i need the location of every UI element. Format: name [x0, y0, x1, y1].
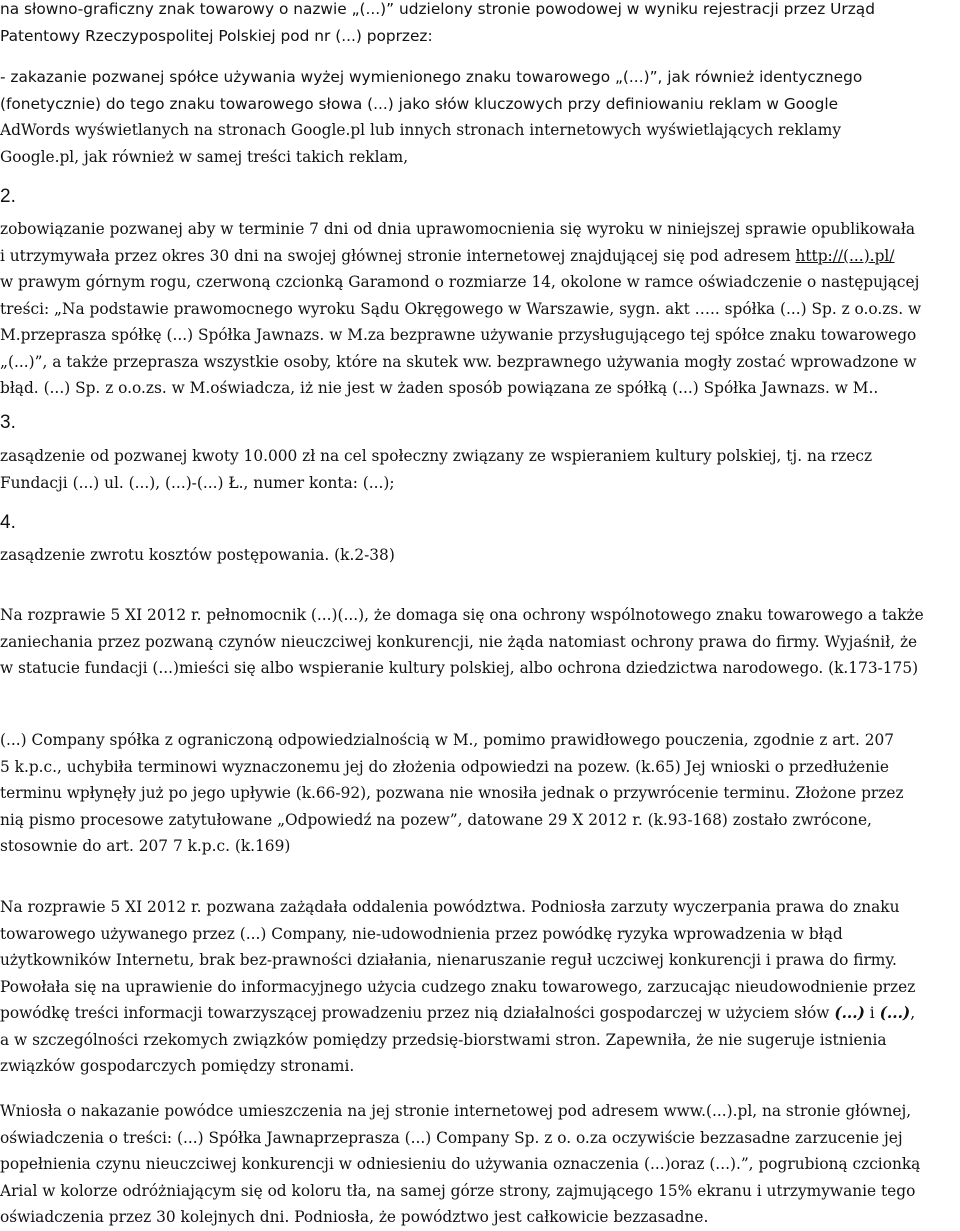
paragraph-hearing-defendant	[0, 894, 960, 1080]
text-line: popełnienia czynu nieuczciwej konkurencji w odniesieniu do używania oznaczenia (...)oraz (...).”, pogrubioną czcionką	[0, 1155, 921, 1173]
paragraph-prohibition	[0, 64, 960, 170]
text-line: związków gospodarczych pomiędzy stronami.	[0, 1057, 355, 1075]
text-line: Arial w kolorze odróżniającym się od koloru tła, na samej górze strony, zajmującego 15% ekranu i utrzymywanie tego	[0, 1181, 916, 1200]
text-segment: ,	[910, 1004, 916, 1022]
text-line: nią pismo procesowe zatytułowane „Odpowiedź na pozew”, datowane 29 X 2012 r. (k.93-168) zostało zwrócone,	[0, 810, 872, 829]
text-segment: powódkę treści informacji towarzyszącej prowadzeniu przez nią działalności gospodarczej w użyciem słów	[0, 1004, 830, 1022]
paragraph-defendant-default	[0, 727, 960, 860]
text-line: Na rozprawie 5 XI 2012 r. pozwana zażądała oddalenia powództwa. Podniosła zarzuty wyczerpania prawa do znaku	[0, 898, 900, 916]
paragraph-defendant-motion	[0, 1098, 960, 1231]
text-line: M.przeprasza spółkę (...) Spółka Jawnazs. w M.za bezprawne używanie przysługującego tej spółce znaku towarowego	[0, 326, 917, 344]
text-line: terminu wpłynęły już po jego upływie (k.66-92), pozwana nie wnosiła jednak o przywrócenie terminu. Złożone przez	[0, 784, 904, 802]
text-line	[0, 1000, 958, 1027]
emphasis-term: (...)	[834, 1004, 865, 1022]
emphasis-term: (...)	[879, 1004, 911, 1022]
text-line: zobowiązanie pozwanej aby w terminie 7 dni od dnia uprawomocnienia się wyroku w niniejszej sprawie opublikowała	[0, 220, 916, 238]
text-line: zaniechania przez pozwaną czynów nieuczciwej konkurencji, nie żąda natomiast ochrony prawa do firmy. Wyjaśnił, że	[0, 632, 918, 651]
text-line: w prawym górnym rogu, czerwoną czcionką Garamond o rozmiarze 14, okolone w ramce oświadczenie o następującej	[0, 273, 920, 291]
text-line: Fundacji (...) ul. (...), (...)-(...) Ł., numer konta: (...);	[0, 473, 395, 492]
text-line: treści: „Na podstawie prawomocnego wyroku Sądu Okręgowego w Warszawie, sygn. akt ….. spółka (...) Sp. z o.o.zs. w	[0, 299, 922, 318]
text-line: 5 k.p.c., uchybiła terminowi wyznaczonemu jej do złożenia odpowiedzi na pozew. (k.65) Jej wnioski o przedłużenie	[0, 757, 890, 776]
paragraph-publication-obligation	[0, 216, 960, 402]
text-line: na słowno-graficzny znak towarowy o nazwie „(...)” udzielony stronie powodowej w wyniku rejestracji przez Urząd	[0, 0, 875, 18]
item-number-3: 3.	[0, 412, 16, 433]
text-line: zasądzenie od pozwanej kwoty 10.000 zł na cel społeczny związany ze wspieraniem kultury polskiej, tj. na rzecz	[0, 447, 873, 465]
text-line: „(...)”, a także przeprasza wszystkie osoby, które na skutek ww. bezprawnego używania mogły zostać wprowadzone w	[0, 352, 917, 371]
text-line: Patentowy Rzeczypospolitej Polskiej pod nr (...) poprzez:	[0, 26, 433, 45]
item-number-4: 4.	[0, 512, 16, 533]
url-link[interactable]: http://(...).pl/	[795, 246, 895, 265]
paragraph-hearing-plaintiff	[0, 602, 960, 682]
text-line: użytkowników Internetu, brak bez-prawności działania, nienaruszanie reguł uczciwej konkurencji i prawa do firmy.	[0, 951, 897, 969]
text-line: oświadczenia o treści: (...) Spółka Jawnaprzeprasza (...) Company Sp. z o. o.za oczywiście bezzasadne zarzucenie jej	[0, 1128, 903, 1147]
text-segment: i	[869, 1004, 875, 1022]
text-line: (fonetycznie) do tego znaku towarowego słowa (...) jako słów kluczowych przy definiowaniu reklam w Google	[0, 94, 839, 113]
text-line: Powołała się na uprawienie do informacyjnego użycia cudzego znaku towarowego, zarzucając nieudowodnienie przez	[0, 977, 916, 996]
item-number-2: 2.	[0, 186, 16, 207]
text-line	[0, 243, 958, 270]
paragraph-costs-claim	[0, 542, 960, 569]
text-line: (...) Company spółka z ograniczoną odpowiedzialnością w M., pomimo prawidłowego pouczenia, zgodnie z art. 207	[0, 731, 895, 749]
text-line: błąd. (...) Sp. z o.o.zs. w M.oświadcza, iż nie jest w żaden sposób powiązana ze spółką (...) Spółka Jawnazs. w M..	[0, 379, 879, 397]
text-line: w statucie fundacji (...)mieści się albo wspieranie kultury polskiej, albo ochrona dziedzictwa narodowego. (k.173-175)	[0, 659, 919, 677]
text-line: AdWords wyświetlanych na stronach Google.pl lub innych stronach internetowych wyświetlających reklamy	[0, 121, 842, 139]
text-line: zasądzenie zwrotu kosztów postępowania. (k.2-38)	[0, 546, 395, 564]
text-line: a w szczególności rzekomych związków pomiędzy przedsię-biorstwami stron. Zapewniła, że nie sugeruje istnienia	[0, 1030, 887, 1049]
text-line: Na rozprawie 5 XI 2012 r. pełnomocnik (...)(...), że domaga się ona ochrony wspólnotowego znaku towarowego a także	[0, 606, 924, 624]
text-line: towarowego używanego przez (...) Company, nie-udowodnienia przez powódkę ryzyka wprowadzenia w błąd	[0, 924, 843, 943]
text-line: - zakazanie pozwanej spółce używania wyżej wymienionego znaku towarowego „(...)”, jak również identycznego	[0, 68, 863, 86]
text-line: Google.pl, jak również w samej treści takich reklam,	[0, 147, 409, 166]
text-line: stosownie do art. 207 7 k.p.c. (k.169)	[0, 837, 291, 855]
paragraph-payment-claim	[0, 443, 960, 496]
paragraph-trademark-intro	[0, 0, 960, 49]
text-line: oświadczenia przez 30 kolejnych dni. Podniosła, że powództwo jest całkowicie bezzasadne.	[0, 1208, 709, 1226]
text-line: Wniosła o nakazanie powódce umieszczenia na jej stronie internetowej pod adresem www.(...).pl, na stronie głównej,	[0, 1102, 912, 1120]
text-segment: i utrzymywała przez okres 30 dni na swojej głównej stronie internetowej znajdującej się pod adresem	[0, 246, 791, 265]
